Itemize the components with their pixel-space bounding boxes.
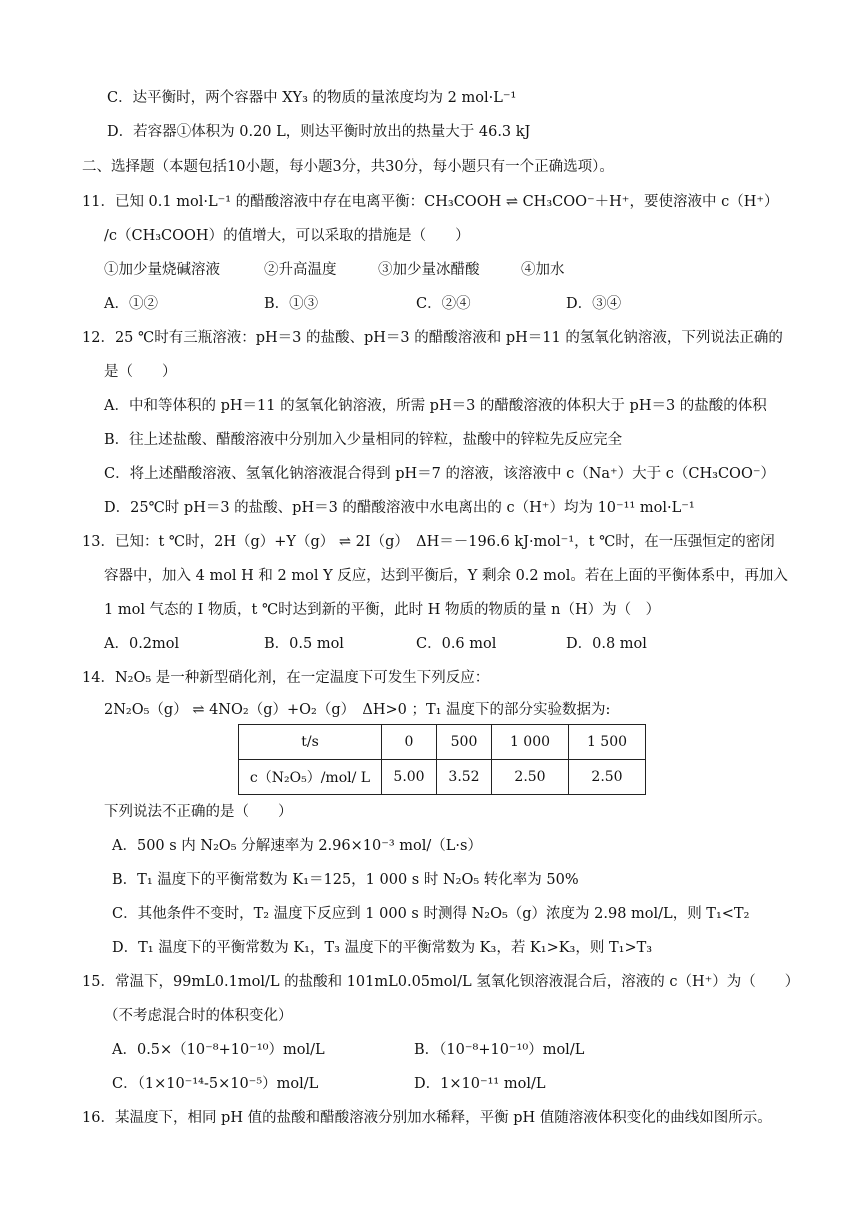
q12-option-b: B．往上述盐酸、醋酸溶液中分别加入少量相同的锌粒，盐酸中的锌粒先反应完全 <box>104 432 623 448</box>
q13-option-d: D．0.8 mol <box>566 636 647 652</box>
q12-option-c: C．将上述醋酸溶液、氢氧化钠溶液混合得到 pH＝7 的溶液，该溶液中 c（Na⁺）大于 c（CH₃COO⁻） <box>104 466 775 482</box>
q14-option-c: C．其他条件不变时，T₂ 温度下反应到 1 000 s 时测得 N₂O₅（g）浓度为 2.98 mol/L，则 T₁<T₂ <box>112 906 750 922</box>
q14-reaction: 2N₂O₅（g） ⇌ 4NO₂（g）+O₂（g） ΔH>0 ；T₁ 温度下的部分实验数据为: <box>104 702 611 718</box>
q14-data-table <box>238 724 646 795</box>
q14-option-b: B．T₁ 温度下的平衡常数为 K₁＝125，1 000 s 时 N₂O₅ 转化率为 50% <box>112 872 579 888</box>
q14-option-a: A．500 s 内 N₂O₅ 分解速率为 2.96×10⁻³ mol/（L·s） <box>112 838 482 854</box>
q11-stem-line1: 11．已知 0.1 mol·L⁻¹ 的醋酸溶液中存在电离平衡：CH₃COOH ⇌ CH₃COO⁻＋H⁺，要使溶液中 c（H⁺） <box>82 194 779 210</box>
q14-question: 下列说法不正确的是（ ） <box>104 804 293 820</box>
table-cell: 1 500 <box>569 725 646 760</box>
q14-stem-line1: 14．N₂O₅ 是一种新型硝化剂，在一定温度下可发生下列反应： <box>82 670 490 686</box>
q15-stem-line1: 15．常温下，99mL0.1mol/L 的盐酸和 101mL0.05mol/L 氢氧化钡溶液混合后，溶液的 c（H⁺）为（ ） <box>82 974 800 990</box>
q12-stem-line2: 是（ ） <box>104 364 177 380</box>
q13-option-a: A．0.2mol <box>104 636 180 652</box>
q15-option-d: D．1×10⁻¹¹ mol/L <box>414 1076 546 1092</box>
q13-stem-line2: 容器中，加入 4 mol H 和 2 mol Y 反应，达到平衡后，Y 剩余 0.2 mol。若在上面的平衡体系中，再加入 <box>104 568 788 584</box>
table-cell: t/s <box>239 725 382 760</box>
q12-option-d: D．25℃时 pH＝3 的盐酸、pH＝3 的醋酸溶液中水电离出的 c（H⁺）均为 10⁻¹¹ mol·L⁻¹ <box>104 500 695 516</box>
q13-stem-line1: 13．已知：t ℃时，2H（g）+Y（g） ⇌ 2I（g） ΔH＝－196.6 kJ·mol⁻¹，t ℃时，在一压强恒定的密闭 <box>82 534 775 550</box>
table-cell: c（N₂O₅）/mol/ L <box>239 760 382 795</box>
q11-stem-line2: /c（CH₃COOH）的值增大，可以采取的措施是（ ） <box>104 228 470 244</box>
table-cell: 0 <box>382 725 437 760</box>
q12-stem-line1: 12．25 ℃时有三瓶溶液：pH＝3 的盐酸、pH＝3 的醋酸溶液和 pH＝11 的氢氧化钠溶液，下列说法正确的 <box>82 330 783 346</box>
q12-option-a: A．中和等体积的 pH＝11 的氢氧化钠溶液，所需 pH＝3 的醋酸溶液的体积大于 pH＝3 的盐酸的体积 <box>104 398 767 414</box>
q15-option-a: A．0.5×（10⁻⁸+10⁻¹⁰）mol/L <box>112 1042 325 1058</box>
q11-measure-2: ②升高温度 <box>264 262 337 278</box>
q11-measure-4: ④加水 <box>521 262 565 278</box>
q15-stem-line2: （不考虑混合时的体积变化） <box>104 1008 293 1024</box>
q11-measure-1: ①加少量烧碱溶液 <box>104 262 220 278</box>
q13-stem-line3: 1 mol 气态的 I 物质，t ℃时达到新的平衡，此时 H 物质的物质的量 n（H）为（ ） <box>104 602 661 618</box>
q11-option-d: D．③④ <box>566 296 622 312</box>
q14-option-d: D．T₁ 温度下的平衡常数为 K₁，T₃ 温度下的平衡常数为 K₃，若 K₁>K₃，则 T₁>T₃ <box>112 940 653 956</box>
table-cell: 2.50 <box>492 760 569 795</box>
q13-option-b: B．0.5 mol <box>264 636 344 652</box>
q11-option-a: A．①② <box>104 296 158 312</box>
q13-option-c: C．0.6 mol <box>416 636 497 652</box>
q11-measure-3: ③加少量冰醋酸 <box>378 262 480 278</box>
section-heading: 二、选择题（本题包括10小题，每小题3分，共30分，每小题只有一个正确选项）。 <box>82 159 614 175</box>
q10-option-c: C．达平衡时，两个容器中 XY₃ 的物质的量浓度均为 2 mol·L⁻¹ <box>107 90 517 106</box>
table-cell: 500 <box>437 725 492 760</box>
table-cell: 2.50 <box>569 760 646 795</box>
q15-option-c: C．（1×10⁻¹⁴-5×10⁻⁵）mol/L <box>112 1076 319 1092</box>
table-cell: 1 000 <box>492 725 569 760</box>
table-row <box>239 725 646 760</box>
q15-option-b: B．（10⁻⁸+10⁻¹⁰）mol/L <box>414 1042 585 1058</box>
q11-option-b: B．①③ <box>264 296 319 312</box>
table-cell: 5.00 <box>382 760 437 795</box>
table-row <box>239 760 646 795</box>
q11-option-c: C．②④ <box>416 296 471 312</box>
q16-stem-line1: 16．某温度下，相同 pH 值的盐酸和醋酸溶液分别加水稀释，平衡 pH 值随溶液体积变化的曲线如图所示。 <box>82 1110 772 1126</box>
q10-option-d: D．若容器①体积为 0.20 L，则达平衡时放出的热量大于 46.3 kJ <box>107 124 531 140</box>
table-cell: 3.52 <box>437 760 492 795</box>
